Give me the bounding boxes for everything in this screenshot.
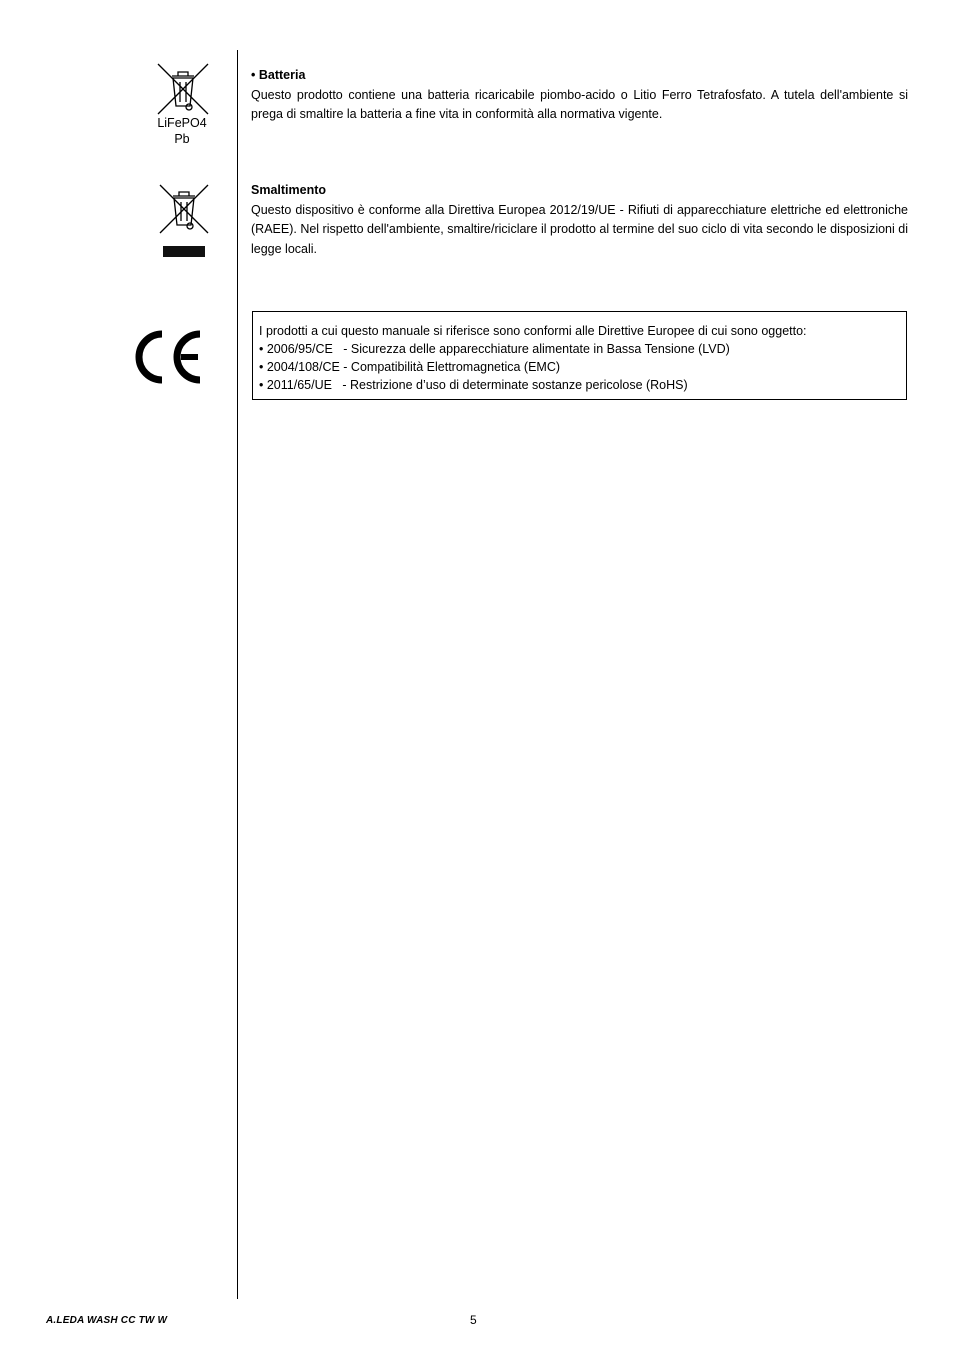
battery-section <box>251 66 908 125</box>
ce-conformity-box <box>252 311 907 400</box>
ce-directive-item: • 2011/65/UE - Restrizione d’uso di determinate sostanze pericolose (RoHS) <box>259 378 688 392</box>
weee-bin-icon <box>158 183 210 235</box>
ce-directive-item: • 2006/95/CE - Sicurezza delle apparecchiature alimentate in Bassa Tensione (LVD) <box>259 342 730 356</box>
weee-bar-icon <box>163 246 205 257</box>
ce-directive-item: • 2004/108/CE - Compatibilità Elettromagnetica (EMC) <box>259 360 561 374</box>
margin-divider-line <box>237 50 238 1299</box>
ce-mark-icon <box>134 330 204 384</box>
battery-text: Questo prodotto contiene una batteria ricaricabile piombo-acido o Litio Ferro Tetrafosfato. A tutela dell'ambiente si prega di smaltire la batteria a fine vita in conformità alla normativa vigente. <box>251 87 908 121</box>
battery-title: • Batteria <box>251 68 306 82</box>
disposal-title: Smaltimento <box>251 183 327 197</box>
crossed-bin-icon <box>156 62 210 116</box>
footer-model-name: A.LEDA WASH CC TW W <box>46 1315 168 1326</box>
battery-chemistry-label: LiFePO4 <box>157 116 207 130</box>
disposal-section <box>251 181 908 259</box>
disposal-text: Questo dispositivo è conforme alla Direttiva Europea 2012/19/UE - Rifiuti di apparecchiature elettriche ed elettroniche (RAEE). Nel rispetto dell'ambiente, smaltire/riciclare il prodotto al termine del suo ciclo di vita secondo le disposizioni di legge locali. <box>251 202 908 256</box>
battery-chemistry-label: Pb <box>174 132 190 146</box>
ce-intro-text: I prodotti a cui questo manuale si riferisce sono conformi alle Direttive Europee di cui sono oggetto: <box>259 324 807 338</box>
page-number: 5 <box>470 1313 477 1327</box>
